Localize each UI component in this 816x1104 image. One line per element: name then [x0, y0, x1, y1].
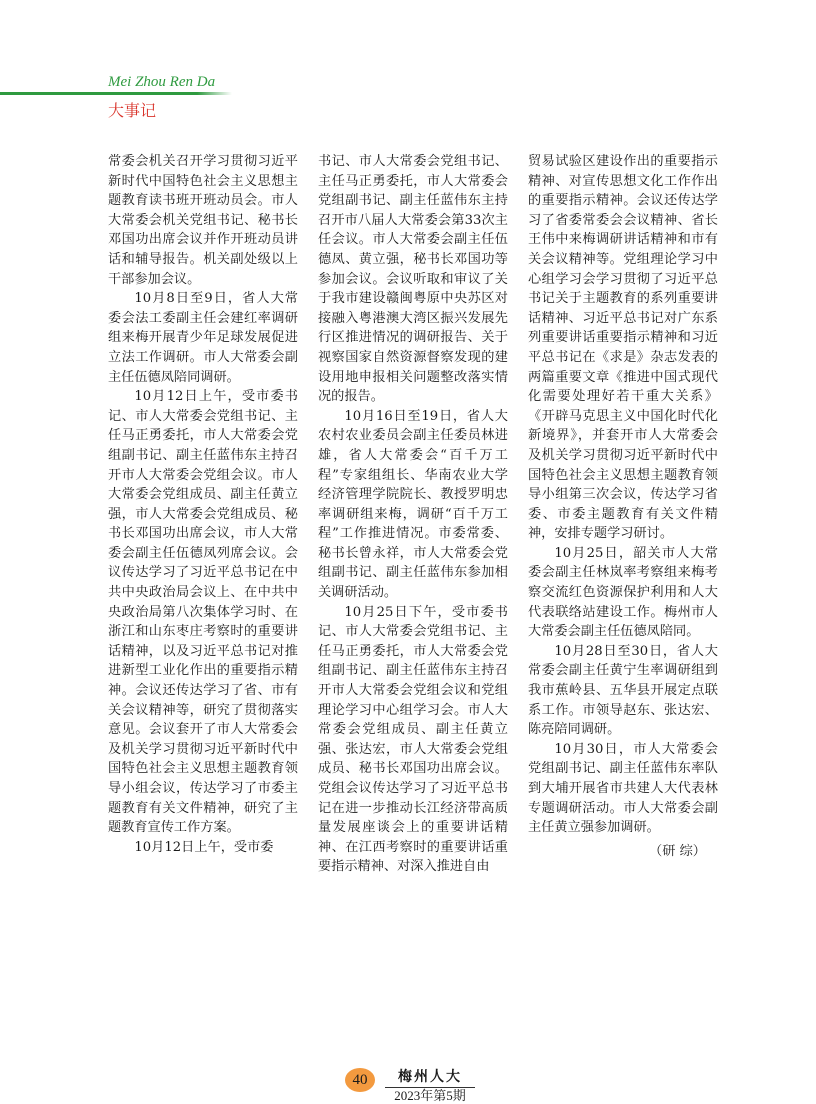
paragraph: 贸易试验区建设作出的重要指示精神、对宣传思想文化工作作出的重要指示精神。会议还传达学习了省委常委会会议精神、省长王伟中来梅调研讲话精神和市有关会议精神等。党组理论学习中心组学习会学习贯彻了习近平总书记关于主题教育的系列重要讲话精神、习近平总书记对广东系列重要讲话重要指示精神和习近平总书记在《求是》杂志发表的两篇重要文章《推进中国式现代化需要处理好若干重大关系》《开辟马克思主义中国化时代化新境界》，并套开市人大常委会及机关学习贯彻习近平新时代中国特色社会主义思想主题教育领导小组第三次会议，传达学习省委、市委主题教育有关文件精神，安排专题学习研讨。	[528, 154, 718, 542]
paragraph: 10月25日下午，受市委书记、市人大常委会党组书记、主任马正勇委托，市人大常委会党组副书记、副主任蓝伟东主持召开市人大常委会党组会议和党组理论学习中心组学习会。市人大常委会党组成员、副主任黄立强、张达宏，市人大常委会党组成员、秘书长邓国功出席会议。党组会议传达学习了习近平总书记在进一步推动长江经济带高质量发展座谈会上的重要讲话精神、在江西考察时的重要讲话重要指示精神、对深入推进自由	[318, 604, 508, 875]
author-signature: （研 综）	[649, 843, 706, 859]
header-title: Mei Zhou Ren Da	[108, 74, 216, 90]
paragraph: 10月30日，市人大常委会党组副书记、副主任蓝伟东率队到大埔开展省市共建人大代表林专题调研活动。市人大常委会副主任黄立强参加调研。	[528, 741, 718, 836]
article-column-1	[108, 152, 298, 857]
paragraph: 10月16日至19日，省人大农村农业委员会副主任委员林进雄，省人大常委会“百千万工程”专家组组长、华南农业大学经济管理学院院长、教授罗明忠率调研组来梅，调研“百千万工程”工作推进情况。市委常委、秘书长曾永祥，市人大常委会党组副书记、副主任蓝伟东参加相关调研活动。	[318, 408, 508, 601]
paragraph: 10月12日上午，受市委书记、市人大常委会党组书记、主任马正勇委托，市人大常委会党组副书记、副主任蓝伟东主持召开市人大常委会党组会议。市人大常委会党组成员、副主任黄立强，市人大常委会党组成员、秘书长邓国功出席会议，市人大常委会副主任伍德凤列席会议。会议传达学习了习近平总书记在中共中央政治局会议上、在中共中央政治局第八次集体学习时、在浙江和山东枣庄考察时的重要讲话精神，以及习近平总书记对推进新型工业化作出的重要指示精神。会议还传达学习了省、市有关会议精神等，研究了贯彻落实意见。会议套开了市人大常委会及机关学习贯彻习近平新时代中国特色社会主义思想主题教育领导小组会议，传达学习了市委主题教育有关文件精神，研究了主题教育宣传工作方案。	[108, 389, 298, 836]
paragraph: 10月12日上午，受市委	[134, 839, 274, 855]
issue-label: 2023年第5期	[394, 1088, 466, 1103]
paragraph: 书记、市人大常委会党组书记、主任马正勇委托，市人大常委会党组副书记、副主任蓝伟东主持召开市八届人大常委会第33次主任会议。市人大常委会副主任伍德凤、黄立强，秘书长邓国功等参加会议。会议听取和审议了关于我市建设赣闽粤原中央苏区对接融入粤港澳大湾区振兴发展先行区推进情况的调研报告、关于视察国家自然资源督察发现的建设用地申报相关问题整改落实情况的报告。	[318, 154, 508, 405]
header-rule	[0, 92, 232, 95]
article-column-3	[528, 152, 718, 861]
paragraph: 10月25日，韶关市人大常委会副主任林岚率考察组来梅考察交流红色资源保护利用和人大代表联络站建设工作。梅州市人大常委会副主任伍德凤陪同。	[528, 545, 718, 640]
paragraph: 常委会机关召开学习贯彻习近平新时代中国特色社会主义思想主题教育读书班开班动员会。市人大常委会机关党组书记、秘书长邓国功出席会议并作开班动员讲话和辅导报告。机关副处级以上干部参加会议。	[108, 154, 298, 287]
page-number-badge: 40	[345, 1068, 375, 1092]
magazine-name: 梅州人大	[385, 1066, 475, 1088]
paragraph: 10月8日至9日，省人大常委会法工委副主任会建红率调研组来梅开展青少年足球发展促进立法工作调研。市人大常委会副主任伍德凤陪同调研。	[108, 291, 298, 385]
article-column-2	[318, 152, 508, 877]
section-title: 大事记	[108, 101, 157, 120]
paragraph: 10月28日至30日，省人大常委会副主任黄宁生率调研组到我市蕉岭县、五华县开展定点联系工作。市领导赵东、张达宏、陈亮陪同调研。	[528, 643, 718, 738]
